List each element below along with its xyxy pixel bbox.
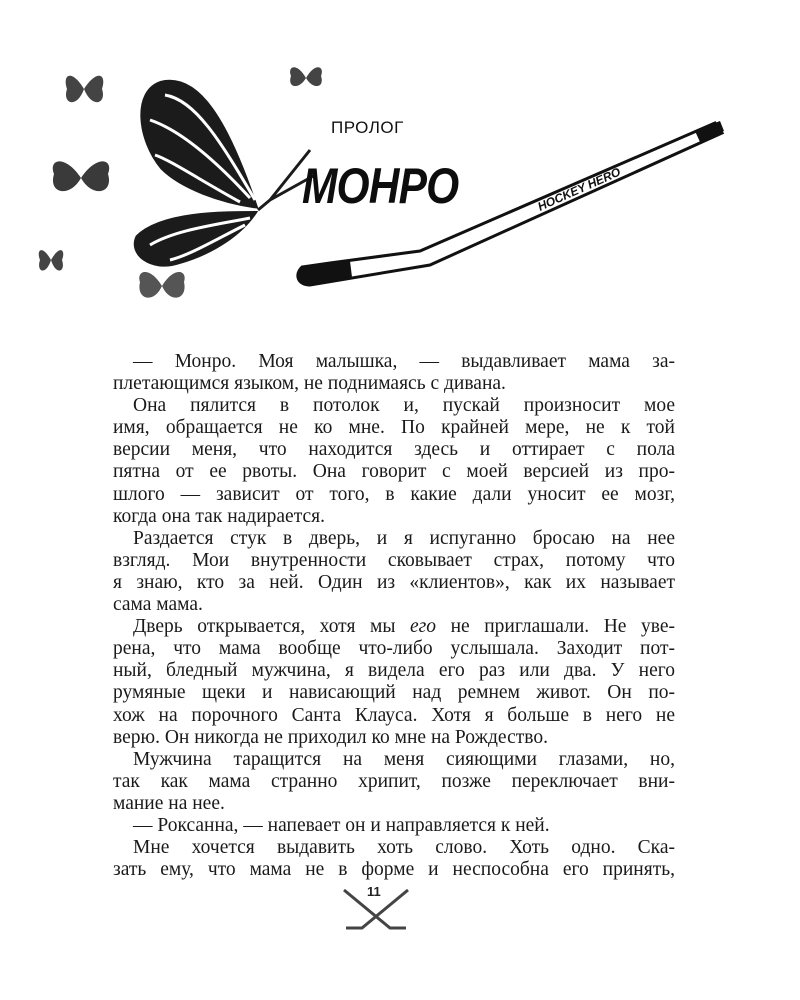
text-line: румяные щеки и нависающий над ремнем живот. Он по- — [113, 682, 675, 704]
text-line: — Монро. Моя малышка, — выдавливает мама за- — [133, 351, 675, 372]
text-line: Раздается стук в дверь, и я испуганно бросаю на нее — [133, 527, 675, 549]
text-line: хож на порочного Санта Клауса. Хотя я больше в него не — [113, 704, 675, 726]
text-line — [113, 616, 675, 638]
text-line: сама мама. — [113, 594, 203, 616]
text-line: рена, что мама вообще что-либо услышала. Заходит пот- — [113, 638, 675, 660]
text-line: Мне хочется выдавить хоть слово. Хоть одно. Ска- — [133, 837, 675, 859]
chapter-title: МОНРО — [302, 158, 459, 214]
text-line: мание на нее. — [113, 792, 225, 814]
page-number: 11 — [367, 884, 381, 899]
text-line: ный, бледный мужчина, я видела его раз или два. У него — [113, 660, 675, 682]
text-line: взгляд. Мои внутренности сковывает страх, потому что — [113, 549, 675, 571]
text-line: зать ему, что мама не в форме и неспособна его принять, — [113, 859, 675, 881]
butterfly-icon — [285, 60, 327, 92]
text-line: имя, обращается не ко мне. По крайней мере, не к той — [113, 417, 675, 439]
prologue-label: ПРОЛОГ — [331, 118, 404, 137]
text-line: Она пялится в потолок и, пускай произносит мое — [133, 395, 675, 417]
text-segment: Дверь открывается, хотя мы — [133, 616, 410, 638]
text-line: так как мама странно хрипит, позже переключает вни- — [113, 770, 675, 792]
text-line: я знаю, кто за ней. Один из «клиентов», как их называет — [113, 571, 675, 593]
body-text — [113, 351, 675, 881]
text-line: шлого — зависит от того, в какие дали уносит ее мозг, — [113, 483, 675, 505]
text-line: Мужчина таращится на меня сияющими глазами, но, — [133, 748, 675, 770]
butterfly-icon — [62, 64, 107, 114]
text-line: пятна от ее рвоты. Она говорит с моей версией из про- — [113, 461, 675, 483]
italic-word: его — [410, 616, 437, 638]
text-line: когда она так надирается. — [113, 505, 325, 527]
stick-label: HOCKEY HERO — [535, 164, 623, 214]
text-segment: не приглашали. Не уве- — [436, 616, 675, 638]
text-line: плетающимся языком, не поднимаясь с дивана. — [113, 373, 506, 395]
butterfly-icon — [46, 150, 116, 202]
butterfly-icon — [36, 242, 66, 278]
text-line: — Роксанна, — напевает он и направляется к ней. — [133, 814, 550, 836]
butterfly-icon — [134, 262, 190, 307]
text-line: версии меня, что находится здесь и оттирает с пола — [113, 439, 675, 461]
text-line: верю. Он никогда не приходил ко мне на Рождество. — [113, 726, 548, 748]
